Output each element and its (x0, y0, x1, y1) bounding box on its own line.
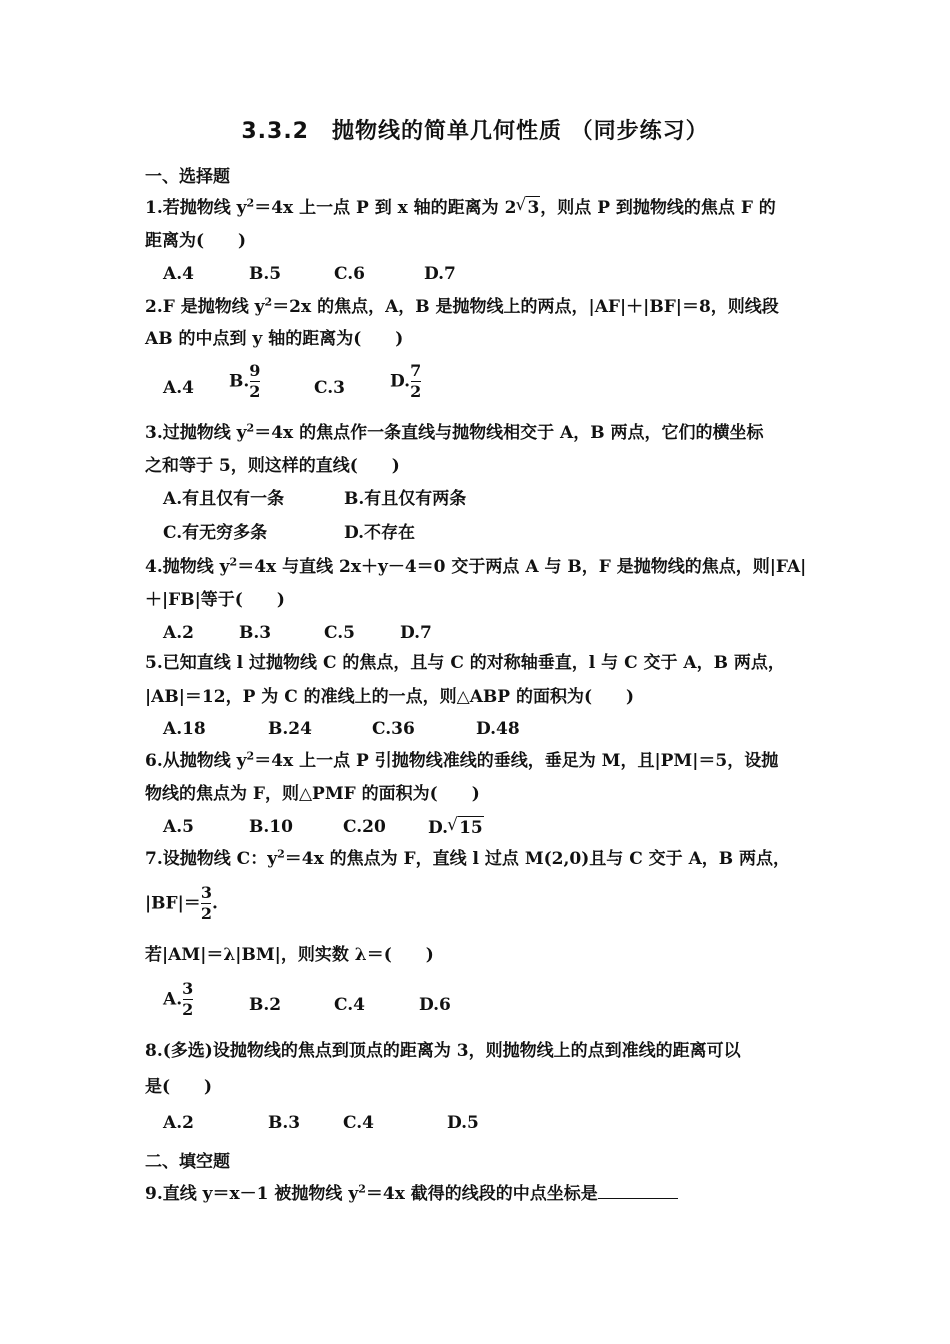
q5-option-d[interactable]: D.48 (476, 719, 520, 739)
q1-option-b[interactable]: B.5 (249, 264, 282, 284)
fraction: $\frac{3}{2}$ (200, 883, 212, 923)
q2-option-c[interactable]: C.3 (314, 378, 345, 398)
q1-option-d[interactable]: D.7 (424, 264, 456, 284)
answer-blank[interactable] (598, 1182, 678, 1199)
page-title: 3.3.2 抛物线的简单几何性质 （同步练习） (241, 119, 709, 144)
question-4-line-1: 4.抛物线 $y^2=4x$ 与直线 2x＋y－4＝0 交于两点 A 与 B，F 是抛物线的焦点，则|FA| (145, 555, 807, 577)
q3-option-c[interactable]: C.有无穷多条 (163, 523, 268, 543)
q8-option-b[interactable]: B.3 (268, 1113, 301, 1133)
q4-option-b[interactable]: B.3 (239, 623, 272, 643)
question-3-line-2: 之和等于 5，则这样的直线( ) (145, 456, 400, 476)
q8-option-c[interactable]: C.4 (343, 1113, 374, 1133)
question-5-line-2: |AB|＝12，P 为 C 的准线上的一点，则△ABP 的面积为( ) (145, 687, 635, 707)
q2-option-b[interactable]: B. $\frac{9}{2}$ (229, 361, 261, 401)
fraction: $\frac{3}{2}$ (182, 979, 194, 1019)
q5-option-a[interactable]: A.18 (163, 719, 206, 739)
q2-option-d[interactable]: D. $\frac{7}{2}$ (390, 361, 422, 401)
fraction: $\frac{9}{2}$ (249, 361, 261, 401)
question-7-line-3: 若|AM|＝λ|BM|，则实数 λ＝( ) (145, 945, 434, 965)
q3-option-a[interactable]: A.有且仅有一条 (163, 489, 285, 509)
q6-option-b[interactable]: B.10 (249, 817, 293, 837)
q6-option-c[interactable]: C.20 (343, 817, 386, 837)
question-2-line-2: AB 的中点到 y 轴的距离为( ) (145, 329, 404, 349)
q7-option-d[interactable]: D.6 (419, 995, 451, 1015)
q8-option-a[interactable]: A.2 (163, 1113, 194, 1133)
fraction: $\frac{7}{2}$ (410, 361, 422, 401)
q6-option-d[interactable]: D.√ 15 (428, 816, 484, 839)
question-2-line-1: 2.F 是抛物线 $y^2=2x$ 的焦点，A，B 是抛物线上的两点，|AF|＋|BF|＝8，则线段 (145, 295, 779, 317)
q7-option-a[interactable]: A. $\frac{3}{2}$ (163, 979, 194, 1019)
q3-option-b[interactable]: B.有且仅有两条 (344, 489, 467, 509)
q7-option-b[interactable]: B.2 (249, 995, 282, 1015)
question-5-line-1: 5.已知直线 l 过抛物线 C 的焦点，且与 C 的对称轴垂直，l 与 C 交于 A，B 两点， (145, 653, 785, 673)
q7-option-c[interactable]: C.4 (334, 995, 365, 1015)
q1-option-a[interactable]: A.4 (163, 264, 194, 284)
q8-option-d[interactable]: D.5 (447, 1113, 479, 1133)
q4-option-a[interactable]: A.2 (163, 623, 194, 643)
question-8-line-2: 是( ) (145, 1077, 213, 1097)
question-1-line-1: 1.若抛物线 $y^2=4x$ 上一点 P 到 x 轴的距离为 2√ 3，则点 P 到抛物线的焦点 F 的 (145, 196, 776, 219)
question-7-line-1: 7.设抛物线 C：$y^2=4x$ 的焦点为 F，直线 l 过点 M(2,0)且与 C 交于 A，B 两点， (145, 847, 791, 869)
q5-option-b[interactable]: B.24 (268, 719, 312, 739)
question-4-line-2: ＋|FB|等于( ) (145, 590, 285, 610)
q4-option-d[interactable]: D.7 (400, 623, 432, 643)
q6-option-a[interactable]: A.5 (163, 817, 194, 837)
question-7-line-2: |BF|＝ $\frac{3}{2}$ . (145, 883, 218, 923)
section-choice-heading: 一、选择题 (145, 167, 230, 187)
section-fill-heading: 二、填空题 (145, 1152, 230, 1172)
question-6-line-2: 物线的焦点为 F，则△PMF 的面积为( ) (145, 784, 480, 804)
question-1-line-2: 距离为( ) (145, 231, 247, 251)
question-3-line-1: 3.过抛物线 $y^2=4x$ 的焦点作一条直线与抛物线相交于 A，B 两点，它们的横坐标 (145, 421, 764, 443)
q1-option-c[interactable]: C.6 (334, 264, 365, 284)
q5-option-c[interactable]: C.36 (372, 719, 415, 739)
q4-option-c[interactable]: C.5 (324, 623, 355, 643)
question-9-line-1: 9.直线 y＝x－1 被抛物线 $y^2=4x$ 截得的线段的中点坐标是 (145, 1182, 678, 1205)
q3-option-d[interactable]: D.不存在 (344, 523, 416, 543)
question-6-line-1: 6.从抛物线 $y^2=4x$ 上一点 P 引抛物线准线的垂线，垂足为 M，且|PM|＝5，设抛 (145, 749, 779, 771)
q2-option-a[interactable]: A.4 (163, 378, 194, 398)
question-8-line-1: 8.(多选)设抛物线的焦点到顶点的距离为 3，则抛物线上的点到准线的距离可以 (145, 1041, 741, 1061)
